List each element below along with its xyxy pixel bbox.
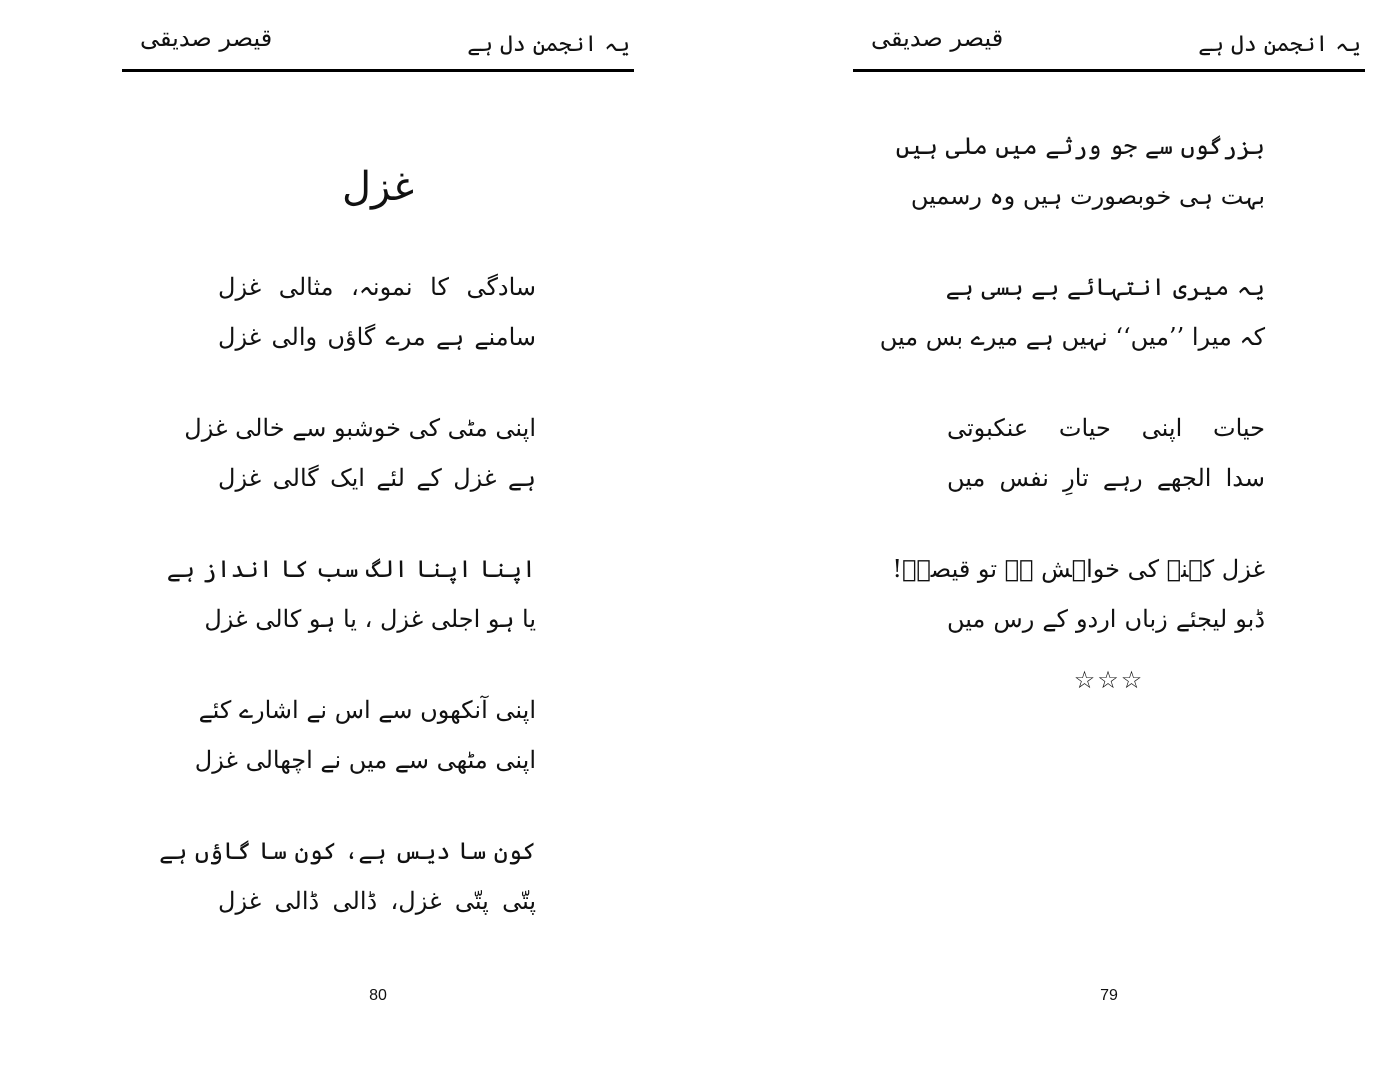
verse-line: پتّی پتّی غزل، ڈالی ڈالی غزل (218, 887, 536, 915)
couplet (194, 685, 536, 785)
couplet (159, 826, 536, 926)
author-name: قیصر صدیقی (140, 24, 273, 52)
verse-line: سدا الجھے رہے تارِ نفس میں (947, 464, 1265, 492)
verse-line: بزرگوں سے جو ورثے میں ملی ہیں (895, 132, 1265, 160)
verse-line: ڈبو لیجئے زباں اردو کے رس میں (947, 605, 1265, 633)
couplet (947, 403, 1265, 503)
verse-line: اپنی آنکھوں سے اس نے اشارے کئے (198, 696, 536, 724)
book-title: یہ انجمن دل ہے (1198, 32, 1361, 57)
verse-line: کہ میرا ’’میں‘‘ نہیں ہے میرے بس میں (879, 323, 1265, 351)
verse-line: کون سا دیس ہے، کون سا گاؤں ہے (159, 837, 536, 865)
verse-line: سامنے ہے مرے گاؤں والی غزل (218, 323, 536, 351)
poem (159, 262, 536, 967)
page-header (853, 0, 1365, 74)
end-mark-stars: ☆☆☆ (1073, 666, 1145, 694)
page-header (122, 0, 634, 74)
verse-line: سادگی کا نمونہ، مثالی غزل (218, 273, 536, 301)
couplet (184, 403, 536, 503)
header-rule (122, 69, 634, 72)
couplet (879, 262, 1265, 362)
ghazal-title: غزل (341, 164, 415, 210)
verse-line: اپنی مٹی کی خوشبو سے خالی غزل (184, 414, 536, 442)
poem (879, 121, 1265, 685)
couplet (166, 544, 536, 644)
couplet (218, 262, 536, 362)
verse-line: ہے غزل کے لئے ایک گالی غزل (218, 464, 536, 492)
verse-line: بہت ہی خوبصورت ہیں وہ رسمیں (910, 182, 1265, 210)
header-rule (853, 69, 1365, 72)
verse-line: یا ہو اجلی غزل ، یا ہو کالی غزل (204, 605, 536, 633)
couplet (895, 121, 1265, 221)
verse-line: غزل کہنے کی خواہش ہے تو قیصرؔ! (892, 555, 1265, 583)
verse-line: حیات اپنی حیات عنکبوتی (947, 414, 1265, 442)
page-number: 79 (1100, 987, 1118, 1004)
verse-line: اپنا اپنا الگ سب کا انداز ہے (166, 555, 536, 583)
page-number: 80 (369, 987, 387, 1004)
book-title: یہ انجمن دل ہے (467, 32, 630, 57)
couplet (892, 544, 1265, 644)
page-right (853, 0, 1365, 1080)
author-name: قیصر صدیقی (871, 24, 1004, 52)
page-left (122, 0, 634, 1080)
verse-line: یہ میری انتہائے بے بسی ہے (945, 273, 1265, 301)
verse-line: اپنی مٹھی سے میں نے اچھالی غزل (194, 746, 536, 774)
